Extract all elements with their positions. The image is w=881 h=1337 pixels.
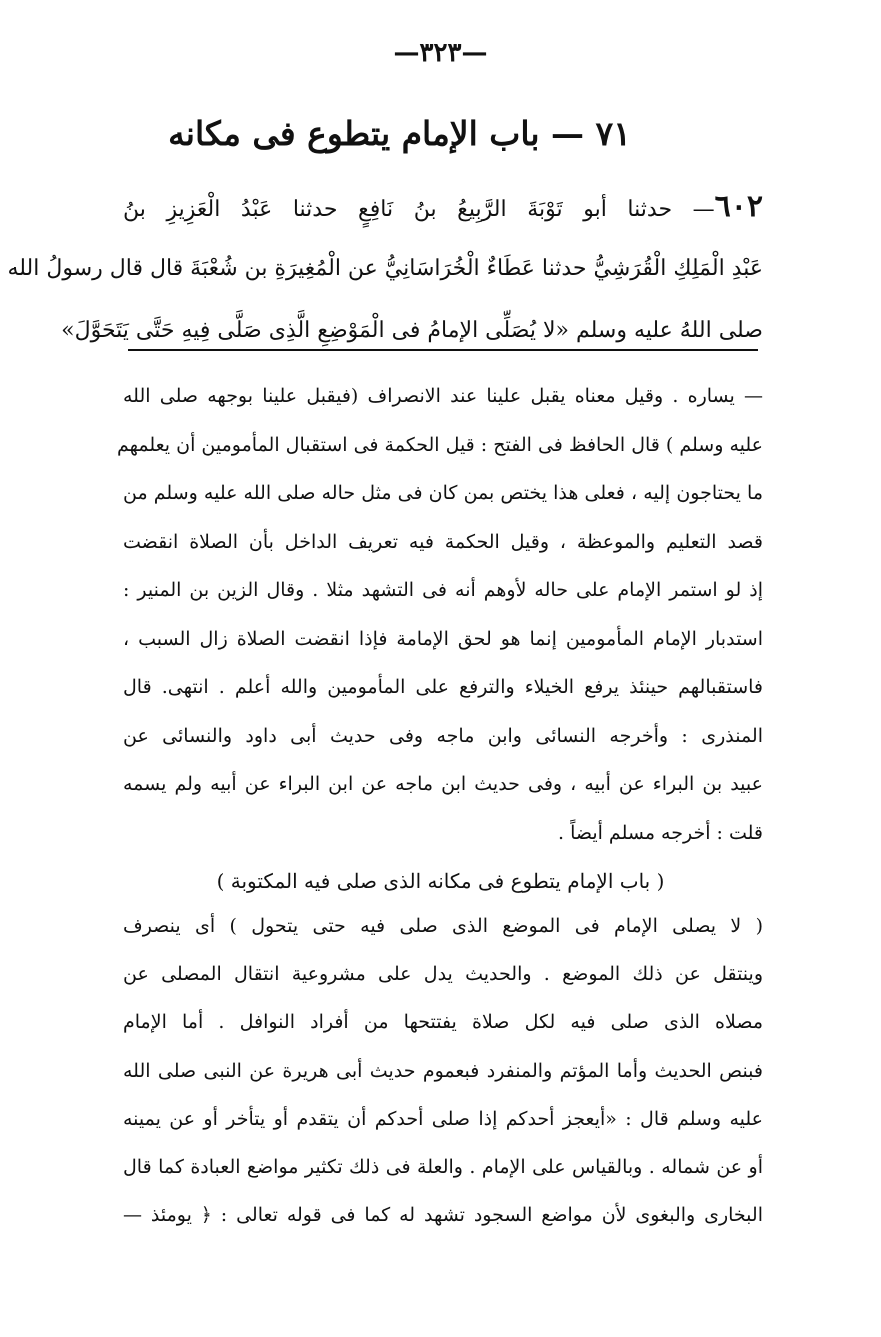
commentary-line: أو عن شماله . وبالقياس على الإمام . والعلة فى ذلك تكثير مواضع العبادة كما قال (123, 1155, 763, 1178)
hadith-number: ٦٠٢ (714, 189, 763, 224)
commentary-line: ( لا يصلى الإمام فى الموضع الذى صلى فيه حتى يتحول ) أى ينصرف (123, 915, 763, 937)
section-divider (128, 349, 758, 351)
chapter-heading: ٧١ — باب الإمام يتطوع فى مكانه (168, 114, 631, 153)
hadith-line: صلى اللهُ عليه وسلم «لا يُصَلِّى الإمامُ فى الْمَوْضِعِ الَّذِى صَلَّى فِيهِ حَتَّى يَتَحَوَّلَ» (61, 318, 763, 343)
commentary-line: إذ لو استمر الإمام على حاله لأوهم أنه فى التشهد مثلا . وقال الزين بن المنير : (123, 579, 763, 601)
commentary-line: عبيد بن البراء عن أبيه ، وفى حديث ابن ماجه عن ابن البراء عن أبيه ولم يسمه (123, 773, 763, 795)
commentary-line: مصلاه الذى صلى فيه لكل صلاة يفتتحها من أفراد النوافل . أما الإمام (123, 1011, 763, 1034)
commentary-line: عليه وسلم قال : «أيعجز أحدكم إذا صلى أحدكم أن يتقدم أو يتأخر أو عن يمينه (123, 1107, 763, 1130)
hadith-line-text: — حدثنا أبو تَوْبَةَ الرَّبِيعُ بنُ نَافِعٍ حدثنا عَبْدُ الْعَزِيزِ بنُ (123, 197, 715, 222)
hadith-text (7, 176, 763, 362)
commentary-block (123, 902, 763, 1239)
commentary-line: استدبار الإمام المأمومين إنما هو لحق الإمامة فإذا انقضت الصلاة زال السبب ، (123, 627, 763, 650)
commentary-line: فبنص الحديث وأما المؤتم والمنفرد فبعموم حديث أبى هريرة عن النبى صلى الله (123, 1059, 763, 1082)
commentary-line: — يساره . وقيل معناه يقبل علينا عند الانصراف (فيقبل علينا بوجهه صلى الله (123, 385, 763, 407)
commentary-line: قلت : أخرجه مسلم أيضاً . (557, 821, 763, 844)
section-subheading: ( باب الإمام يتطوع فى مكانه الذى صلى فيه المكتوبة ) (216, 869, 665, 893)
commentary-line: البخارى والبغوى لأن مواضع السجود تشهد له كما فى قوله تعالى : ﴿ يومئذ — (123, 1204, 763, 1227)
hadith-line: عَبْدِ الْمَلِكِ الْقُرَشِيُّ حدثنا عَطَاءٌ الْخُرَاسَانِيُّ عن الْمُغِيرَةِ بن شُعْبَةَ قال قال رسولُ الله (7, 256, 763, 281)
commentary-block (116, 372, 763, 857)
hadith-line (123, 176, 763, 238)
commentary-line: المنذرى : وأخرجه النسائى وابن ماجه وفى حديث أبى داود والنسائى عن (123, 724, 763, 747)
commentary-line: وينتقل عن ذلك الموضع . والحديث يدل على مشروعية انتقال المصلى عن (123, 963, 763, 986)
page-number: —٣٢٣— (393, 38, 488, 68)
commentary-line: فاستقبالهم حينئذ يرفع الخيلاء والترفع على المأمومين والله أعلم . انتهى. قال (123, 676, 763, 698)
commentary-line: ما يحتاجون إليه ، فعلى هذا يختص بمن كان فى مثل حاله صلى الله عليه وسلم من (123, 482, 763, 504)
commentary-line: عليه وسلم ) قال الحافظ فى الفتح : قيل الحكمة فى استقبال المأمومين أن يعلمهم (116, 433, 763, 456)
commentary-line: قصد التعليم والموعظة ، وقيل الحكمة فيه تعريف الداخل بأن الصلاة انقضت (123, 530, 763, 553)
